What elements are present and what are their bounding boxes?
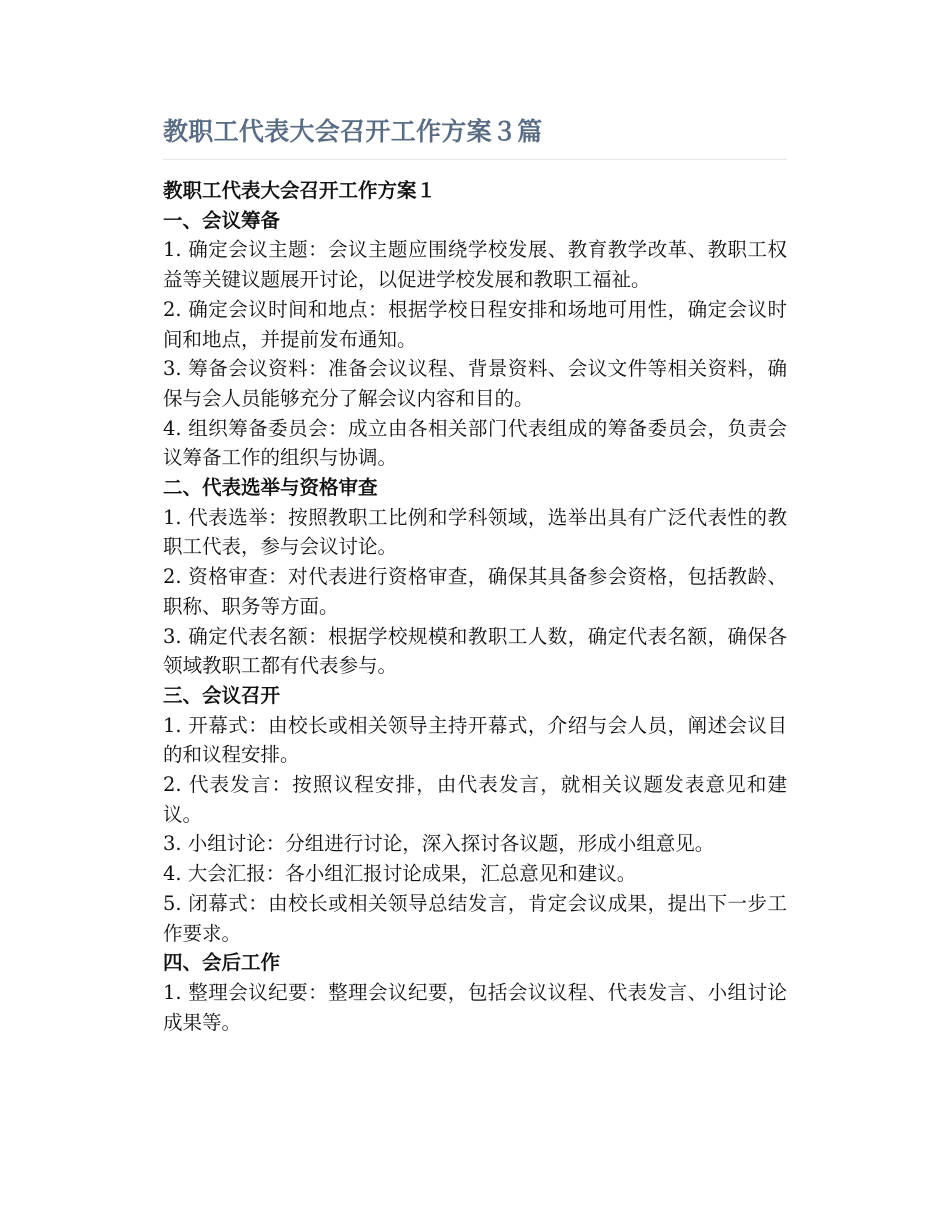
list-item: 2. 代表发言：按照议程安排，由代表发言，就相关议题发表意见和建议。 (163, 773, 787, 826)
list-item: 3. 小组讨论：分组进行讨论，深入探讨各议题，形成小组意见。 (163, 832, 715, 856)
list-item: 5. 闭幕式：由校长或相关领导总结发言，肯定会议成果，提出下一步工作要求。 (163, 891, 787, 945)
section-heading: 一、会议筹备 (163, 208, 281, 232)
section-heading: 三、会议召开 (163, 683, 281, 707)
section-meeting (163, 681, 787, 948)
document-page (163, 112, 787, 1037)
section-heading: 二、代表选举与资格审查 (163, 476, 378, 500)
list-item: 3. 筹备会议资料：准备会议议程、背景资料、会议文件等相关资料，确保与会人员能够充分了解会议内容和目的。 (163, 357, 787, 410)
section-heading: 四、会后工作 (163, 951, 281, 975)
section-followup (163, 948, 787, 1037)
document-title: 教职工代表大会召开工作方案３篇 (163, 112, 787, 160)
list-item: 1. 整理会议纪要：整理会议纪要，包括会议议程、代表发言、小组讨论成果等。 (163, 980, 787, 1034)
section-preparation (163, 206, 787, 473)
list-item: 2. 确定会议时间和地点：根据学校日程安排和场地可用性，确定会议时间和地点，并提前发布通知。 (163, 297, 787, 351)
list-item: 1. 开幕式：由校长或相关领导主持开幕式，介绍与会人员，阐述会议目的和议程安排。 (163, 713, 787, 767)
list-item: 4. 大会汇报：各小组汇报讨论成果，汇总意见和建议。 (163, 862, 637, 886)
list-item: 3. 确定代表名额：根据学校规模和教职工人数，确定代表名额，确保各领域教职工都有代表参与。 (163, 624, 787, 678)
list-item: 1. 代表选举：按照教职工比例和学科领域，选举出具有广泛代表性的教职工代表，参与会议讨论。 (163, 505, 787, 559)
list-item: 4. 组织筹备委员会：成立由各相关部门代表组成的筹备委员会，负责会议筹备工作的组织与协调。 (163, 416, 787, 470)
list-item: 2. 资格审查：对代表进行资格审查，确保其具备参会资格，包括教龄、职称、职务等方面。 (163, 565, 787, 618)
document-body (163, 176, 787, 1037)
section-election (163, 473, 787, 681)
list-item: 1. 确定会议主题：会议主题应围绕学校发展、教育教学改革、教职工权益等关键议题展开讨论，以促进学校发展和教职工福祉。 (163, 238, 787, 292)
section-subtitle: 教职工代表大会召开工作方案１ (163, 179, 437, 202)
